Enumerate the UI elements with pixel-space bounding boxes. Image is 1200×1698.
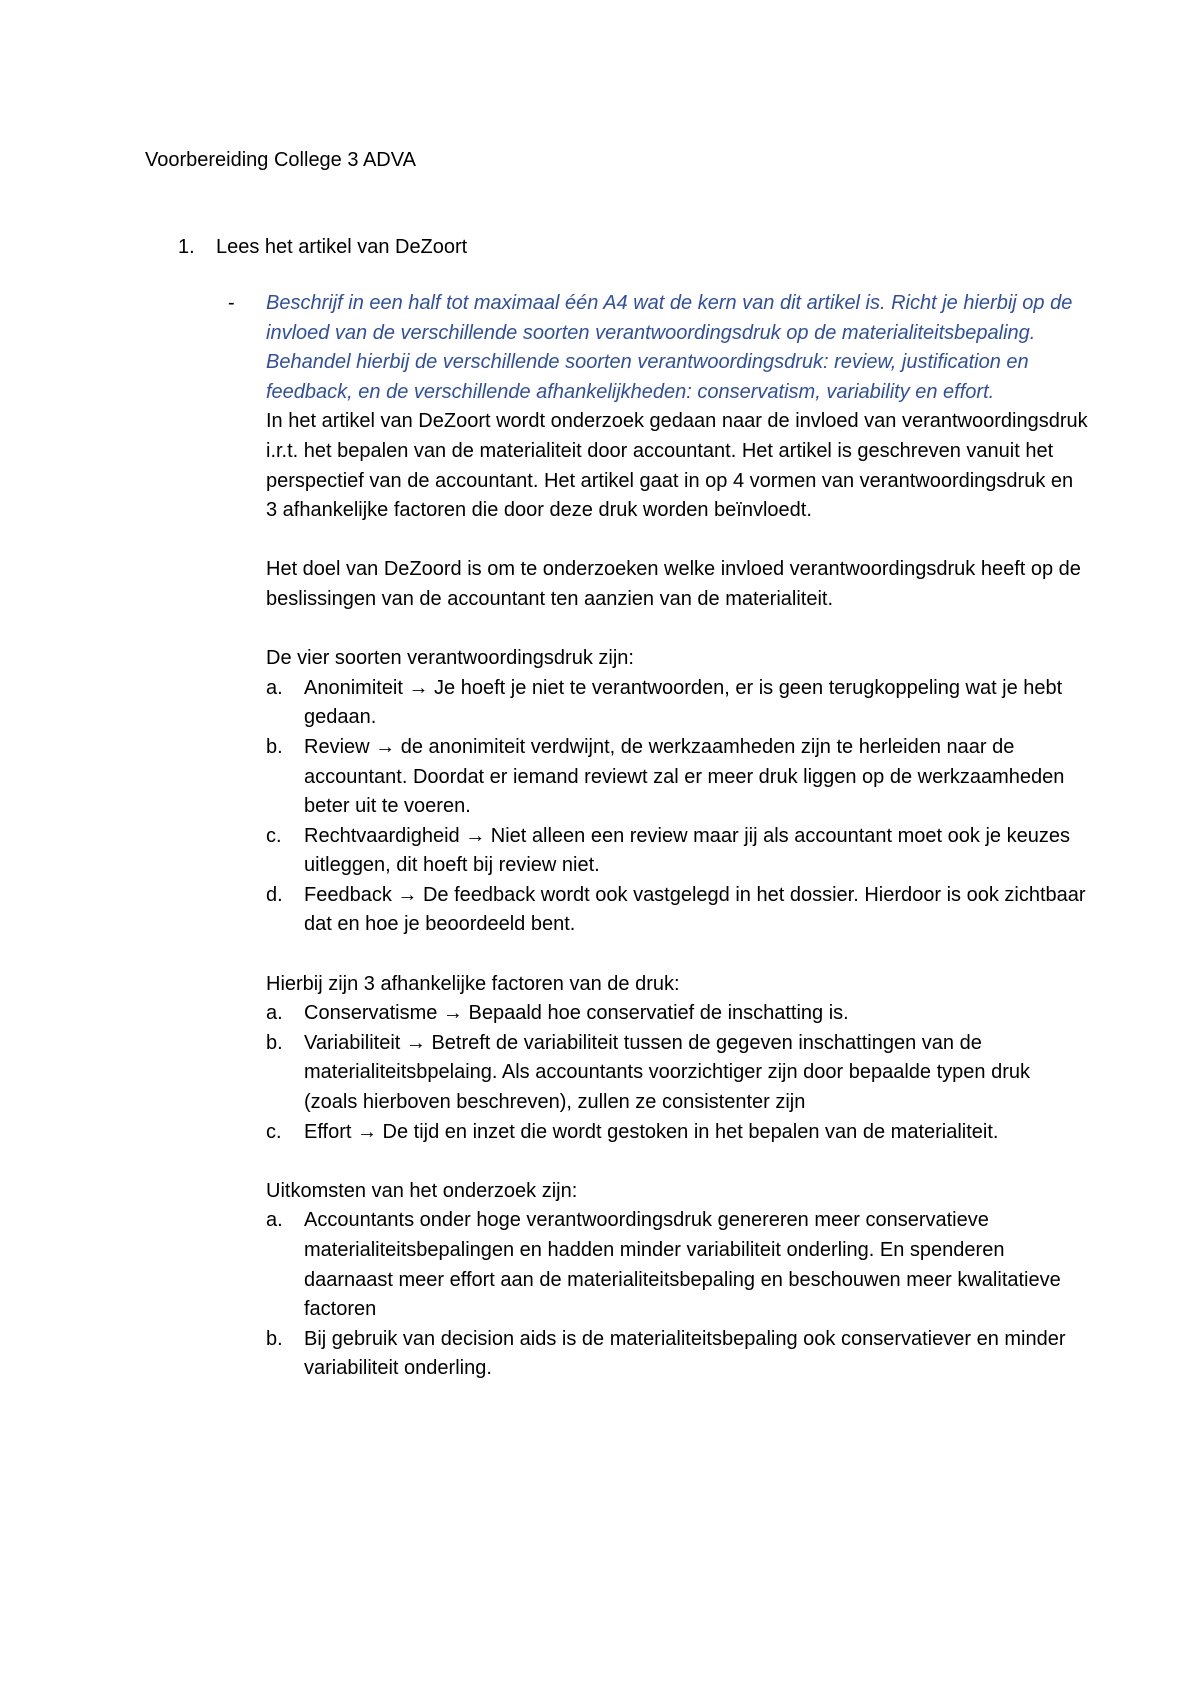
results-list xyxy=(228,1206,1088,1384)
list-item xyxy=(228,881,1088,940)
spacer xyxy=(228,940,1088,970)
factors-heading: Hierbij zijn 3 afhankelijke factoren van de druk: xyxy=(266,972,680,995)
paragraph-goal: Het doel van DeZoord is om te onderzoeken welke invloed verantwoordingsdruk heeft op de beslissingen van de accountant ten aanzien van de materialiteit. xyxy=(266,558,1081,610)
list-marker: a. xyxy=(266,1209,283,1232)
list-marker: b. xyxy=(266,1327,283,1350)
question-line xyxy=(178,233,467,261)
list-item-text: Rechtvaardigheid → Niet alleen een review maar jij als accountant moet ook je keuzes uitleggen, dit hoeft bij review niet. xyxy=(304,824,1070,877)
list-item-text: Review → de anonimiteit verdwijnt, de werkzaamheden zijn te herleiden naar de accountant. Doordat er iemand reviewt zal er meer druk liggen op de werkzaamheden beter uit te voeren. xyxy=(304,735,1065,818)
pressure-heading: De vier soorten verantwoordingsdruk zijn: xyxy=(266,647,634,670)
answer-body xyxy=(228,289,1088,1384)
results-heading: Uitkomsten van het onderzoek zijn: xyxy=(266,1179,578,1202)
list-item xyxy=(228,733,1088,822)
list-marker: a. xyxy=(266,676,283,699)
instruction-dash: - xyxy=(228,292,235,314)
spacer xyxy=(228,526,1088,556)
document-title: Voorbereiding College 3 ADVA xyxy=(145,149,416,171)
assignment-instruction xyxy=(228,289,1088,407)
list-marker: a. xyxy=(266,1002,283,1025)
list-item xyxy=(228,1118,1088,1148)
list-item-text: Conservatisme → Bepaald hoe conservatief de inschatting is. xyxy=(304,1002,849,1025)
list-item-text: Bij gebruik van decision aids is de materialiteitsbepaling ook conservatiever en minder variabiliteit onderling. xyxy=(304,1327,1066,1380)
list-item xyxy=(228,999,1088,1029)
list-item xyxy=(228,1325,1088,1384)
list-marker: c. xyxy=(266,824,282,847)
question-text: Lees het artikel van DeZoort xyxy=(216,236,468,258)
paragraph-intro: In het artikel van DeZoort wordt onderzoek gedaan naar de invloed van verantwoordingsdruk i.r.t. het bepalen van de materialiteit door accountant. Het artikel is geschreven vanuit het perspectief van de accountant. Het artikel gaat in op 4 vormen van verantwoordingsdruk en 3 afhankelijke factoren die door deze druk worden beïnvloedt. xyxy=(266,410,1088,522)
list-item xyxy=(228,1206,1088,1324)
list-marker: b. xyxy=(266,735,283,758)
list-item xyxy=(228,674,1088,733)
list-marker: b. xyxy=(266,1031,283,1054)
list-item-text: Feedback → De feedback wordt ook vastgelegd in het dossier. Hierdoor is ook zichtbaar dat en hoe je beoordeeld bent. xyxy=(304,883,1086,936)
list-item-text: Anonimiteit → Je hoeft je niet te verantwoorden, er is geen terugkoppeling wat je hebt gedaan. xyxy=(304,676,1063,729)
list-marker: d. xyxy=(266,883,283,906)
list-item-text: Effort → De tijd en inzet die wordt gestoken in het bepalen van de materialiteit. xyxy=(304,1120,999,1143)
factors-list xyxy=(228,999,1088,1147)
list-item-text: Accountants onder hoge verantwoordingsdruk genereren meer conservatieve materialiteitsbepalingen en hadden minder variabiliteit onderling. En spenderen daarnaast meer effort aan de materialiteitsbepaling en beschouwen meer kwalitatieve factoren xyxy=(304,1209,1061,1321)
spacer xyxy=(228,615,1088,645)
instruction-text: Beschrijf in een half tot maximaal één A4 wat de kern van dit artikel is. Richt je hierbij op de invloed van de verschillende soorten verantwoordingsdruk op de materialiteitsbepaling. Behandel hierbij de verschillende soorten verantwoordingsdruk: review, justification en feedback, en de verschillende afhankelijkheden: conservatism, variability en effort. xyxy=(266,292,1073,403)
spacer xyxy=(228,1147,1088,1177)
list-item xyxy=(228,1029,1088,1118)
list-item xyxy=(228,822,1088,881)
question-number: 1. xyxy=(178,236,195,258)
list-item-text: Variabiliteit → Betreft de variabiliteit tussen de gegeven inschattingen van de materialiteitsbpelaing. Als accountants voorzichtiger zijn door bepaalde typen druk (zoals hierboven beschreven), zullen ze consistenter zijn xyxy=(304,1031,1030,1114)
pressure-list xyxy=(228,674,1088,940)
list-marker: c. xyxy=(266,1120,282,1143)
